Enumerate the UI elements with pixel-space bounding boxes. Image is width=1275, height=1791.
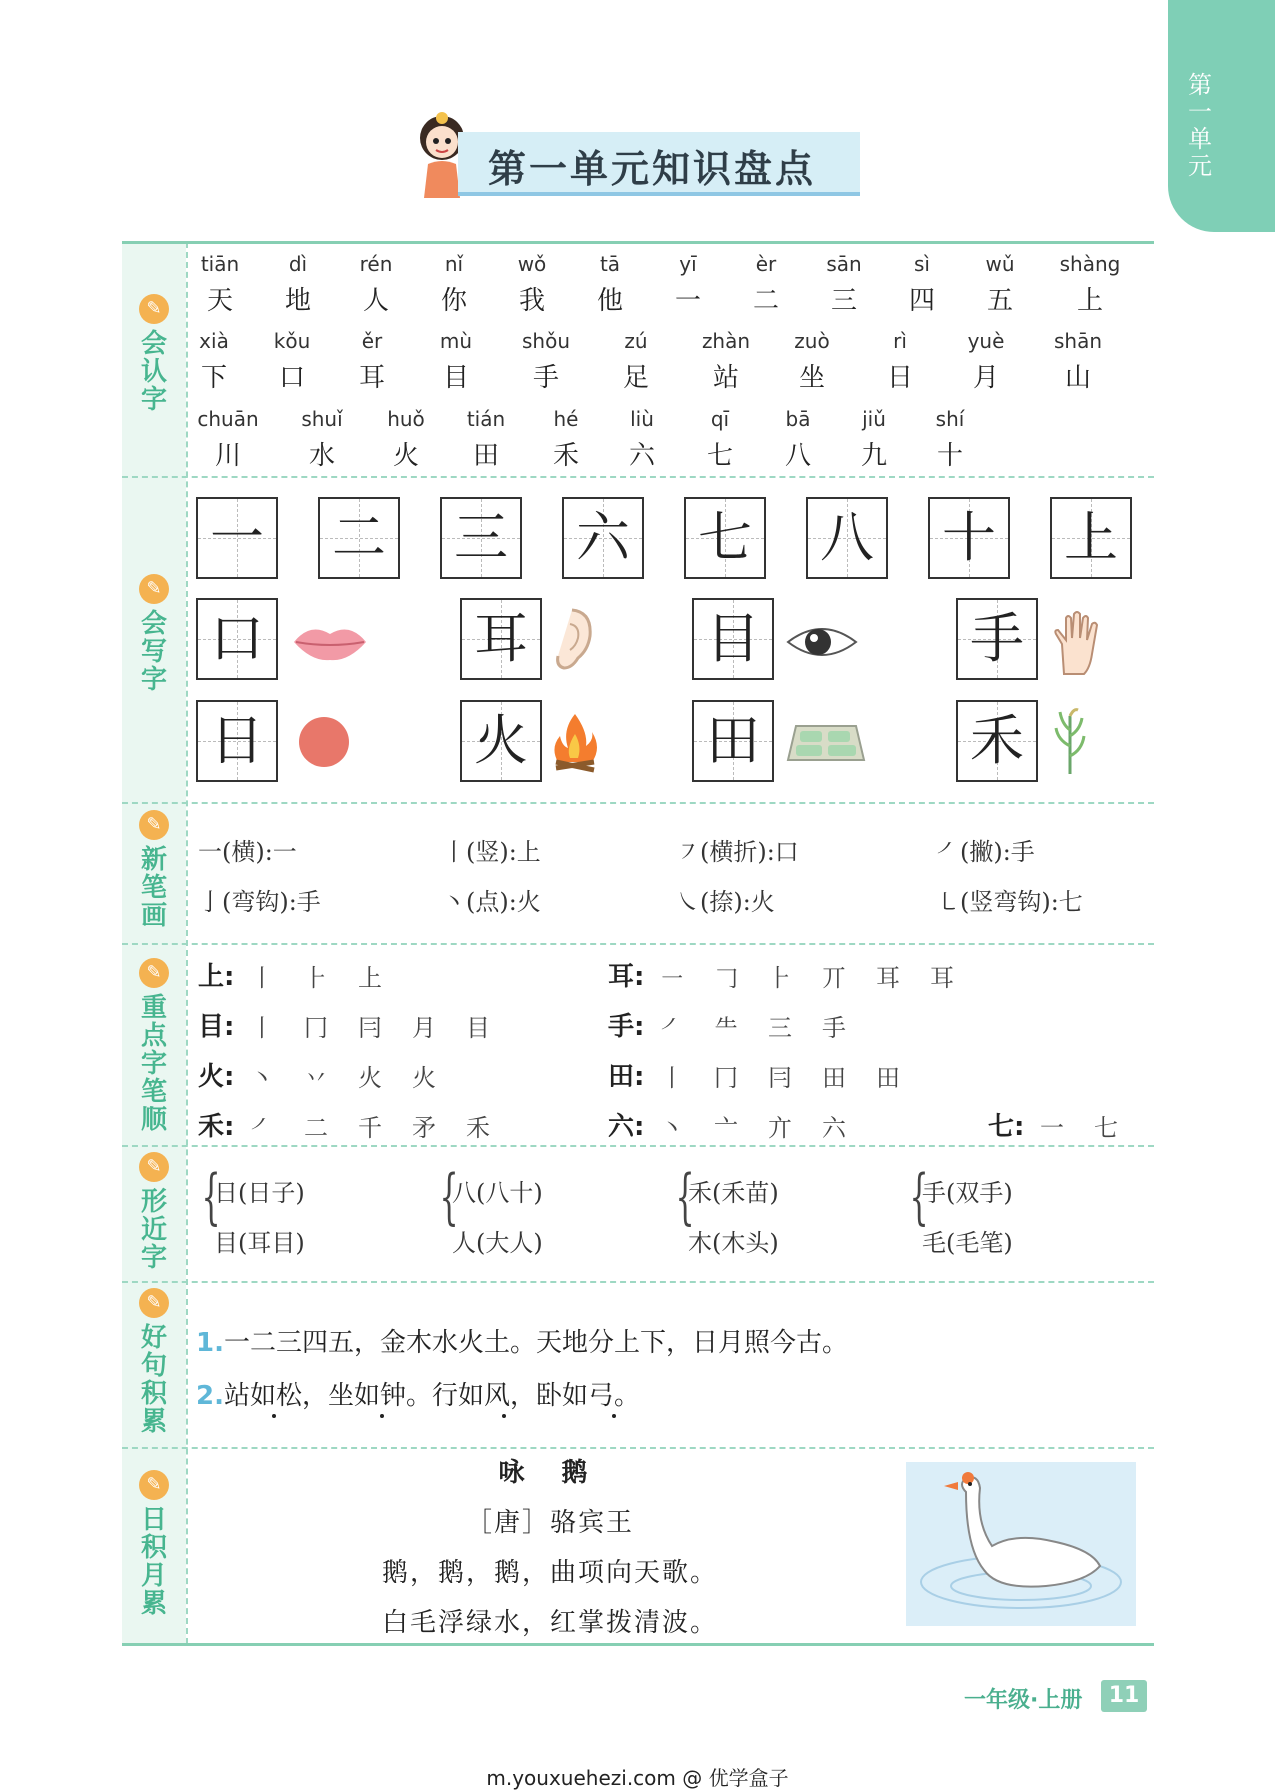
section-label-hui-ren-zi: [122, 294, 186, 414]
stroke-order-label: 六:: [608, 1112, 645, 1142]
stroke-item: ㇒(撇):手: [936, 838, 1035, 866]
sentence-number: 1.: [196, 1328, 224, 1358]
pinyin: èr: [755, 252, 777, 276]
stroke-step: 耳: [876, 964, 900, 992]
poem-title: 咏 鹅: [498, 1458, 602, 1488]
stroke-order-label: 火:: [198, 1062, 235, 1092]
tianzige-box: [928, 497, 1010, 579]
write-char: 三: [454, 506, 508, 569]
stroke-step: 千: [358, 1114, 382, 1142]
section-label-hao-ju: [122, 1288, 186, 1436]
brace-icon: {: [675, 1162, 695, 1232]
stroke-step: 亣: [768, 1114, 792, 1142]
stroke-step: 六: [822, 1114, 846, 1142]
divider: [122, 802, 1154, 804]
hanzi: 目: [442, 363, 469, 393]
tianzige-box: [1050, 497, 1132, 579]
tianzige-box: [806, 497, 888, 579]
section-label-hui-xie-zi: [122, 574, 186, 694]
hanzi: 四: [908, 286, 935, 316]
divider: [122, 1145, 1154, 1147]
tianzige-box: [460, 598, 542, 680]
page-title: 第一单元知识盘点: [488, 147, 817, 191]
stroke-step: 丷: [304, 1064, 328, 1092]
divider: [122, 1447, 1154, 1449]
emphasis-dot: [502, 1414, 506, 1418]
hanzi: 二: [752, 286, 779, 316]
hanzi: 九: [860, 441, 887, 471]
stroke-step: 矛: [412, 1114, 436, 1142]
stroke-step: 月: [412, 1014, 436, 1042]
hanzi: 水: [308, 441, 335, 471]
goose-illustration: [906, 1462, 1136, 1626]
similar-char: 人(大人): [452, 1229, 543, 1257]
grade-label: 一年级·上册: [964, 1688, 1083, 1713]
unit-side-tab: [1168, 0, 1275, 232]
brace-icon: {: [201, 1162, 221, 1232]
stroke-order-label: 上:: [198, 962, 235, 992]
stroke-order-label: 七:: [988, 1112, 1025, 1142]
emphasis-dot: [612, 1414, 616, 1418]
page-number: 11: [1101, 1680, 1147, 1712]
pinyin: wǔ: [985, 252, 1015, 276]
similar-char: 木(木头): [688, 1229, 779, 1257]
pinyin: ěr: [361, 329, 383, 353]
pinyin: liù: [630, 407, 654, 431]
hanzi: 七: [706, 441, 733, 471]
pinyin: zhàn: [701, 329, 751, 353]
section-label-text: 形近字: [140, 1187, 167, 1273]
fire-icon: [550, 712, 600, 778]
section-label-xing-jin-zi: [122, 1152, 186, 1272]
hanzi: 他: [596, 286, 623, 316]
hanzi: 三: [830, 286, 857, 316]
similar-char: 日(日子): [214, 1179, 305, 1207]
section-label-ri-ji: [122, 1470, 186, 1618]
stroke-step: 一: [1040, 1114, 1064, 1142]
tianzige-box: [318, 497, 400, 579]
hanzi: 足: [622, 363, 649, 393]
hanzi: 耳: [358, 363, 385, 393]
tianzige-box: [692, 700, 774, 782]
hanzi: 田: [472, 441, 499, 471]
hanzi: 八: [784, 441, 811, 471]
pinyin: zú: [624, 329, 648, 353]
hanzi: 五: [986, 286, 1013, 316]
ear-icon: [550, 606, 594, 680]
pinyin: nǐ: [444, 252, 464, 276]
stroke-step: 上: [358, 964, 382, 992]
pinyin: shí: [935, 407, 965, 431]
pinyin: yuè: [967, 329, 1005, 353]
watermark: m.youxuehezi.com @ 优学盒子: [486, 1766, 789, 1790]
stroke-step: 冂: [714, 1064, 738, 1092]
table-top-border: [122, 241, 1154, 244]
hanzi: 下: [200, 363, 227, 393]
pinyin: tián: [466, 407, 506, 431]
pinyin: shān: [1053, 329, 1103, 353]
stroke-step: 丨: [250, 1014, 274, 1042]
stroke-step: 二: [304, 1114, 328, 1142]
stroke-step: 田: [822, 1064, 846, 1092]
write-char: 上: [1064, 506, 1118, 569]
stroke-step: ㇒: [660, 1014, 684, 1042]
pencil-icon: ✎: [139, 1288, 169, 1318]
stroke-step: 丌: [822, 964, 846, 992]
brace-icon: {: [909, 1162, 929, 1232]
divider: [122, 476, 1154, 478]
hanzi: 人: [362, 286, 389, 316]
section-label-xin-bi-hua: [122, 810, 186, 930]
pinyin: shuǐ: [301, 407, 343, 431]
write-char: 火: [474, 709, 528, 772]
pinyin: zuò: [794, 329, 830, 353]
hanzi: 一: [674, 286, 701, 316]
pinyin: mù: [439, 329, 473, 353]
pinyin: dì: [288, 252, 308, 276]
emphasis-dot: [380, 1414, 384, 1418]
write-char: 耳: [474, 607, 528, 670]
hanzi: 月: [972, 363, 999, 393]
section-label-text: 会认字: [140, 329, 167, 415]
similar-char: 毛(毛笔): [922, 1229, 1013, 1257]
tianzige-box: [460, 700, 542, 782]
hanzi: 地: [284, 286, 311, 316]
similar-char: 八(八十): [452, 1179, 543, 1207]
hanzi: 日: [886, 363, 913, 393]
similar-char: 目(耳目): [214, 1229, 305, 1257]
pinyin: bā: [785, 407, 811, 431]
pencil-icon: ✎: [139, 810, 169, 840]
write-char: 手: [970, 607, 1024, 670]
tianzige-box: [692, 598, 774, 680]
hanzi: 站: [712, 363, 739, 393]
stroke-step: ⺊: [768, 964, 792, 992]
rice-field-icon: [786, 722, 866, 768]
hanzi: 六: [628, 441, 655, 471]
hanzi: 天: [206, 286, 233, 316]
write-char: 十: [942, 506, 996, 569]
write-char: 日: [210, 709, 264, 772]
pinyin: huǒ: [387, 407, 425, 431]
stroke-step: 七: [1094, 1114, 1118, 1142]
stroke-item: 丨(竖):上: [442, 838, 541, 866]
pencil-icon: ✎: [139, 958, 169, 988]
stroke-step: 亠: [714, 1114, 738, 1142]
stroke-step: 目: [466, 1014, 490, 1042]
pinyin: sì: [914, 252, 930, 276]
rice-plant-icon: [1052, 706, 1088, 780]
pinyin: shàng: [1059, 252, 1121, 276]
hand-icon: [1050, 610, 1106, 680]
hanzi: 我: [518, 286, 545, 316]
write-char: 一: [210, 506, 264, 569]
eye-icon: [784, 620, 860, 668]
pencil-icon: ✎: [139, 1152, 169, 1182]
write-char: 口: [210, 607, 264, 670]
tianzige-box: [956, 700, 1038, 782]
tianzige-box: [196, 497, 278, 579]
stroke-step: 三: [768, 1014, 792, 1042]
pinyin: rì: [893, 329, 907, 353]
tianzige-box: [440, 497, 522, 579]
poem-line-2: 白毛浮绿水，红掌拨清波。: [381, 1608, 718, 1638]
table-bottom-border: [122, 1643, 1154, 1646]
hanzi: 十: [936, 441, 963, 471]
sentence-number: 2.: [196, 1381, 224, 1411]
pinyin: shǒu: [521, 329, 570, 353]
stroke-step: 冃: [358, 1014, 382, 1042]
stroke-step: ⺧: [714, 1014, 738, 1042]
pinyin: chuān: [197, 407, 259, 431]
pinyin: hé: [553, 407, 579, 431]
section-label-text: 重点字笔顺: [140, 993, 167, 1135]
stroke-step: 田: [876, 1064, 900, 1092]
pencil-icon: ✎: [139, 574, 169, 604]
section-label-text: 日积月累: [140, 1505, 167, 1619]
hanzi: 你: [440, 286, 467, 316]
brace-icon: {: [439, 1162, 459, 1232]
stroke-order-label: 手:: [608, 1012, 645, 1042]
similar-char: 手(双手): [922, 1179, 1013, 1207]
stroke-step: 冂: [304, 1014, 328, 1042]
section-label-bi-shun: [122, 958, 186, 1134]
section-label-text: 会写字: [140, 609, 167, 695]
sentence-text: 一二三四五，金木水火土。天地分上下，日月照今古。: [223, 1328, 848, 1358]
sun-icon: [298, 716, 350, 772]
stroke-order-label: 禾:: [198, 1112, 235, 1142]
stroke-step: 丨: [250, 964, 274, 992]
stroke-item: ㇇(横折):口: [676, 838, 799, 866]
pinyin: tiān: [200, 252, 240, 276]
stroke-step: 手: [822, 1014, 846, 1042]
stroke-step: 耳: [930, 964, 954, 992]
pinyin: xià: [199, 329, 229, 353]
pinyin: sān: [826, 252, 862, 276]
pinyin: yī: [679, 252, 697, 276]
tianzige-box: [562, 497, 644, 579]
stroke-step: ㇐: [660, 964, 684, 992]
stroke-step: 丶: [250, 1064, 274, 1092]
hanzi: 川: [214, 441, 241, 471]
good-sentence-1: [196, 1322, 848, 1359]
pinyin: rén: [359, 252, 393, 276]
stroke-step: ⺊: [304, 964, 328, 992]
similar-char: 禾(禾苗): [688, 1179, 779, 1207]
hanzi: 山: [1064, 363, 1091, 393]
write-char: 禾: [970, 709, 1024, 772]
poem-line-1: 鹅，鹅，鹅，曲项向天歌。: [381, 1558, 718, 1588]
hanzi: 坐: [798, 363, 825, 393]
pinyin: wǒ: [517, 252, 547, 276]
stroke-order-label: 田:: [608, 1062, 645, 1092]
stroke-step: ㇒: [250, 1114, 274, 1142]
stroke-item: 丶(点):火: [442, 888, 541, 916]
hanzi: 火: [392, 441, 419, 471]
stroke-step: 丶: [660, 1114, 684, 1142]
write-char: 目: [706, 607, 760, 670]
hanzi: 手: [532, 363, 559, 393]
pencil-icon: ✎: [139, 1470, 169, 1500]
hanzi: 上: [1076, 286, 1103, 316]
write-char: 八: [820, 506, 874, 569]
section-label-text: 好句积累: [140, 1323, 167, 1437]
pinyin: tā: [599, 252, 621, 276]
emphasis-dot: [272, 1414, 276, 1418]
tianzige-box: [684, 497, 766, 579]
stroke-step: 火: [412, 1064, 436, 1092]
stroke-step: 冃: [768, 1064, 792, 1092]
stroke-step: 禾: [466, 1114, 490, 1142]
tianzige-box: [196, 700, 278, 782]
divider: [122, 943, 1154, 945]
write-char: 田: [706, 709, 760, 772]
stroke-step: 𠃌: [714, 964, 738, 992]
pencil-icon: ✎: [139, 294, 169, 324]
write-char: 七: [698, 506, 752, 569]
divider: [122, 1281, 1154, 1283]
hanzi: 禾: [552, 441, 579, 471]
sentence-text: 站如松，坐如钟。行如风，卧如弓。: [223, 1381, 640, 1411]
poem-author: ［唐］骆宾王: [465, 1508, 634, 1538]
lips-icon: [290, 620, 370, 668]
pinyin: qī: [710, 407, 730, 431]
write-char: 二: [332, 506, 386, 569]
stroke-order-label: 耳:: [608, 962, 645, 992]
stroke-step: 火: [358, 1064, 382, 1092]
write-char: 六: [576, 506, 630, 569]
hanzi: 口: [278, 363, 305, 393]
stroke-item: ㇏(捺):火: [676, 888, 775, 916]
good-sentence-2: [196, 1375, 640, 1412]
tianzige-box: [956, 598, 1038, 680]
stroke-step: 丨: [660, 1064, 684, 1092]
stroke-order-label: 目:: [198, 1012, 235, 1042]
tianzige-box: [196, 598, 278, 680]
pinyin: kǒu: [273, 329, 311, 353]
stroke-item: 一(横):一: [198, 838, 297, 866]
pinyin: jiǔ: [862, 407, 886, 431]
stroke-item: ㇄(竖弯钩):七: [936, 888, 1083, 916]
side-tab-text: 第一单元: [1188, 71, 1212, 180]
section-label-text: 新笔画: [140, 845, 167, 931]
stroke-item: 亅(弯钩):手: [198, 888, 321, 916]
